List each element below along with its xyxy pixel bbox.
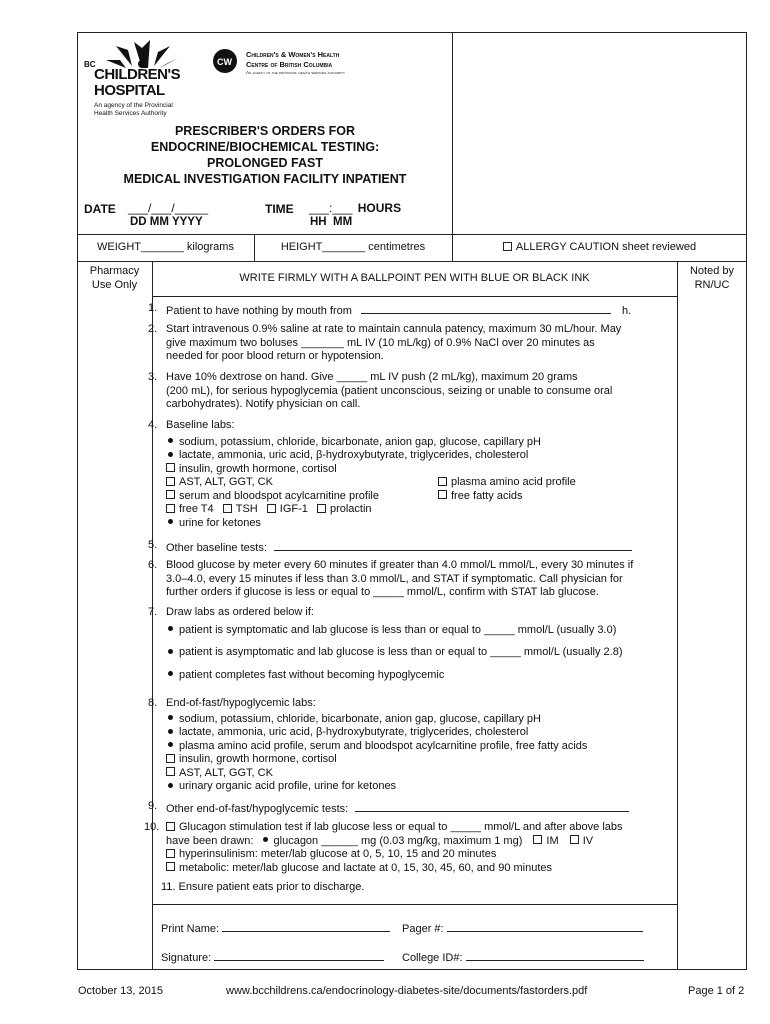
- order-9: 9. Other end-of-fast/hypoglycemic tests:: [166, 800, 666, 817]
- date-label: DATE: [84, 202, 116, 216]
- checkbox-icon[interactable]: [166, 754, 175, 763]
- svg-text:CW: CW: [217, 57, 232, 67]
- noted-by: Noted by RN/UC: [689, 265, 735, 291]
- checkbox-icon[interactable]: [166, 822, 175, 831]
- print-name-row: Print Name:: [161, 920, 390, 937]
- signature-row: Signature:: [161, 949, 384, 966]
- order-4: 4. Baseline labs: sodium, potassium, chloride, bicarbonate, anion gap, glucose, capillary pH lactate, ammonia, uric acid, β-hydroxybutyrate, triglycerides, cholesterol insulin, growth hormone, cortisol AST, ALT, GGT, CK plasma amino acid profile serum and bloodspot acylcarnitine profile free fatty acids free T4 TSH IGF-1 prolactin urine for ketones: [148, 419, 576, 529]
- college-id-field[interactable]: [466, 949, 644, 961]
- college-id-row: College ID#:: [402, 949, 644, 966]
- height-field[interactable]: HEIGHT_______ centimetres: [280, 241, 426, 253]
- bullet-icon: [168, 626, 173, 631]
- order-8: 8. End-of-fast/hypoglycemic labs: sodium, potassium, chloride, bicarbonate, anion gap, glucose, capillary pH lactate, ammonia, uric acid, β-hydroxybutyrate, triglycerides, cholesterol plasma amino acid profile, serum and bloodspot acylcarnitine profile, free fatty acids insulin, growth hormone, cortisol AST, ALT, GGT, CK urinary organic acid profile, urine for ketones: [148, 697, 588, 792]
- checkbox-icon[interactable]: [223, 504, 232, 513]
- logo-name-1: CHILDREN'S: [94, 66, 181, 83]
- footer-url[interactable]: www.bcchildrens.ca/endocrinology-diabetes-site/documents/fastorders.pdf: [226, 985, 588, 997]
- cw-line-3: An agency of the provincial health services authority: [246, 70, 345, 75]
- order-10: 10. Glucagon stimulation test if lab glucose less or equal to _____ mmol/L and after above labs have been drawn: glucagon ______ mg (0.03 mg/kg, maximum 1 mg) IM IV hyperinsulinism: meter/lab glucose at 0, 5, 10, 15 and 20 minutes metabolic: meter/lab glucose and lactate at 0, 15, 30, 45, 60, and 90 minutes: [144, 821, 623, 874]
- checkbox-icon[interactable]: [166, 849, 175, 858]
- time-format: HH MM: [310, 216, 353, 228]
- bc-childrens-logo: [84, 38, 194, 122]
- weight-field[interactable]: WEIGHT_______ kilograms: [97, 241, 234, 253]
- checkbox-icon[interactable]: [166, 862, 175, 871]
- date-format: DD MM YYYY: [130, 216, 203, 228]
- title-line-3: PROLONGED FAST: [207, 156, 323, 170]
- footer-date: October 13, 2015: [78, 985, 164, 997]
- bullet-icon: [168, 519, 173, 524]
- cw-logo: [212, 48, 412, 80]
- title-line-4: MEDICAL INVESTIGATION FACILITY INPATIENT: [123, 172, 407, 186]
- order-5-field[interactable]: [274, 539, 632, 551]
- ink-instruction: WRITE FIRMLY WITH A BALLPOINT PEN WITH BLUE OR BLACK INK: [239, 272, 590, 284]
- pager-row: Pager #:: [402, 920, 643, 937]
- footer-page: Page 1 of 2: [688, 985, 745, 997]
- order-1: 1. Patient to have nothing by mouth from h.: [148, 302, 632, 317]
- checkbox-icon[interactable]: [166, 767, 175, 776]
- form-title: [90, 123, 440, 187]
- order-1-field[interactable]: [361, 302, 611, 314]
- order-9-field[interactable]: [355, 800, 629, 812]
- order-3: 3. Have 10% dextrose on hand. Give _____ mL IV push (2 mL/kg), maximum 20 grams (200 mL), for serious hypoglycemia (patient unconscious, seizing or unable to consume oral carbohydrates). Notify physician on call.: [148, 371, 613, 410]
- print-name-field[interactable]: [222, 920, 390, 932]
- time-field[interactable]: ___:___ HOURS: [309, 201, 402, 215]
- checkbox-icon[interactable]: [317, 504, 326, 513]
- order-6: 6. Blood glucose by meter every 60 minutes if greater than 4.0 mmol/L mmol/L, every 30 minutes if 3.0–4.0, every 15 minutes if less than 3.0 mmol/L, and STAT if symptomatic. Call physician for further orders if glucose is less or equal to _____ mmol/L, confirm with STAT lab glucose.: [148, 559, 634, 598]
- bullet-icon: [168, 742, 173, 747]
- checkbox-icon[interactable]: [533, 835, 542, 844]
- checkbox-icon[interactable]: [438, 477, 447, 486]
- title-line-1: PRESCRIBER'S ORDERS FOR: [174, 124, 356, 138]
- cw-logo-icon: [212, 48, 238, 74]
- bullet-icon: [168, 452, 173, 457]
- bullet-icon: [168, 671, 173, 676]
- pharmacy-use-only: Pharmacy Use Only: [89, 265, 140, 291]
- order-5: 5. Other baseline tests:: [166, 539, 666, 556]
- cw-line-2: Centre of British Columbia: [246, 60, 333, 69]
- checkbox-icon[interactable]: [267, 504, 276, 513]
- order-2: 2. Start intravenous 0.9% saline at rate to maintain cannula patency, maximum 30 mL/hour. May give maximum two boluses _______ mL IV (10 mL/kg) of 0.9% NaCl over 20 minutes as needed for poor blood return or hypotension.: [148, 323, 622, 362]
- checkbox-icon[interactable]: [438, 490, 447, 499]
- checkbox-icon[interactable]: [166, 504, 175, 513]
- bullet-icon: [168, 649, 173, 654]
- order-11: 11. Ensure patient eats prior to discharge.: [161, 881, 365, 893]
- logo-agency-2: Health Services Authority: [94, 110, 167, 117]
- checkbox-icon[interactable]: [503, 242, 512, 251]
- pager-field[interactable]: [447, 920, 643, 932]
- bullet-icon: [168, 715, 173, 720]
- checkbox-icon[interactable]: [166, 477, 175, 486]
- logo-name-2: HOSPITAL: [94, 82, 165, 99]
- allergy-checkbox-row[interactable]: ALLERGY CAUTION sheet reviewed: [452, 241, 747, 255]
- date-field[interactable]: ___/___/_____: [128, 201, 209, 215]
- header-divider: [452, 32, 453, 234]
- cw-line-1: Children's & Women's Health: [246, 50, 340, 59]
- logo-agency-1: An agency of the Provincial: [94, 102, 173, 109]
- logo-bc: BC: [84, 60, 96, 69]
- bullet-icon: [263, 837, 268, 842]
- bullet-icon: [168, 729, 173, 734]
- bullet-icon: [168, 438, 173, 443]
- bullet-icon: [168, 783, 173, 788]
- checkbox-icon[interactable]: [166, 463, 175, 472]
- order-7: 7. Draw labs as ordered below if: patient is symptomatic and lab glucose is less than or equal to _____ mmol/L (usually 3.0) patient is asymptomatic and lab glucose is less than or equal to _____ mmol/L (usually 2.8) patient completes fast without becoming hypoglycemic: [148, 606, 623, 681]
- sun-logo-icon: [104, 38, 180, 68]
- checkbox-icon[interactable]: [166, 490, 175, 499]
- checkbox-icon[interactable]: [570, 835, 579, 844]
- time-label: TIME: [265, 202, 294, 216]
- title-line-2: ENDOCRINE/BIOCHEMICAL TESTING:: [150, 140, 380, 154]
- time-unit: HOURS: [357, 201, 402, 215]
- signature-field[interactable]: [214, 949, 384, 961]
